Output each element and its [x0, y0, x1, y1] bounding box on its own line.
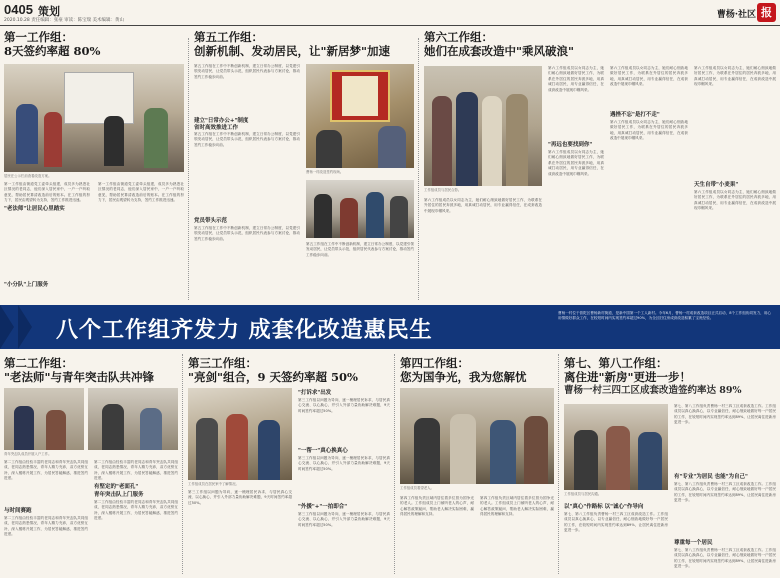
- title-line: 离住进"新房"更进一步！: [564, 370, 691, 384]
- subheading: 建立"日常办公+"制度: [194, 118, 249, 124]
- article-title: [564, 356, 776, 398]
- column-divider: [418, 38, 419, 300]
- photo: [4, 388, 84, 450]
- photo: [4, 64, 184, 172]
- article-body: 第六工作组成员以女同志为主，她们耐心细致地做好居民工作，为联系在外居住的居民奔波多地，用真诚打动居民，用专业赢得信任，在成套改造中展现巾帼风采。: [610, 120, 688, 141]
- subheading: 青年突击队上门服务: [94, 492, 144, 498]
- title-line: 8天签约率超 80%: [4, 44, 101, 58]
- edition-meta: 2020.10.28 责任编辑：张豪 审读：陈宝瑞 美术编辑：黄山: [4, 18, 125, 23]
- article-body: 第六工作组成员以女同志为主，她们耐心细致地做好居民工作，为联系在外居住的居民奔波多地，用真诚打动居民，用专业赢得信任，在成套改造中展现巾帼风采。: [548, 150, 604, 176]
- subheading: 与时间赛跑: [4, 508, 32, 514]
- article-group-4: [400, 356, 554, 576]
- title-line: 第一工作组：: [4, 30, 73, 44]
- title-line: "老法师"与青年突击队共冲锋: [4, 370, 154, 384]
- article-body: 第三工作组以问题为导向，逐一梳理居民诉求，与居民真心交流、以心换心，并引入外部力量协助解决难题，9天时间签约率超过50%。: [298, 398, 390, 413]
- banner-lead-box: [558, 311, 774, 345]
- article-title: [188, 356, 390, 384]
- article-body: 第七、第八工作组负责曹杨一村三四工区成套改造工作。工作组成员以真心换真心，以专业赢信任，耐心细致地做好每一户居民的工作，在较短时间内实现签约率达到89%，让居民离住进新房更进一步。: [674, 482, 776, 503]
- subheading: 有"专业"为居民 也能"为自己": [674, 474, 748, 480]
- title-line: 第六工作组：: [424, 30, 493, 44]
- subheading: 天生自带"小麦果": [694, 182, 739, 188]
- title-line: 曹杨一村三四工区成套改造签约率达 89%: [564, 385, 742, 396]
- article-body: 第五工作组在工作中不断创新机制，建立日常办公制度，以党建引领发动居民，让党员带头示范，组织居民代表参与方案讨论，推动签约工作稳步向前。: [194, 132, 300, 147]
- subheading: 有堅定的"老面孔": [94, 484, 139, 490]
- subheading: "小分队"上门服务: [4, 282, 49, 288]
- title-line: 第二工作组：: [4, 356, 73, 370]
- article-body: 第一工作组由街道党工委牵头组建，成员多为熟悉社区情况的老同志，他们深入居民家中，一户一户听取意见，帮助居民算清改造前后的账本。在工作组的努力下，居民由观望转为支持，签约工作推进迅速。: [4, 182, 90, 203]
- photo: [306, 180, 414, 238]
- title-line: 第五工作组：: [194, 30, 263, 44]
- article-body: 第七、第八工作组负责曹杨一村三四工区成套改造工作。工作组成员以真心换真心，以专业赢信任，耐心细致地做好每一户居民的工作，在较短时间内实现签约率达到89%，让居民离住进新房更进一步。: [674, 548, 776, 569]
- article-body: 第四工作组负责区域内居住着多位曾为国争光的老人。工作组成员上门倾听老人的心声，耐心解答政策疑问，帮助老人解决实际困难，赢得居民的理解和支持。: [400, 496, 474, 517]
- article-group-2: [4, 356, 178, 576]
- title-line: 第七、第八工作组：: [564, 356, 668, 370]
- article-body: 第六工作组成员以女同志为主，她们耐心细致地做好居民工作，为联系在外居住的居民奔波多地，用真诚打动居民，用专业赢得信任，在成套改造中展现巾帼风采。: [548, 66, 604, 92]
- article-group-1: [4, 30, 184, 302]
- subheading: 党员带头示范: [194, 218, 228, 224]
- article-body: 第一工作组由街道党工委牵头组建，成员多为熟悉社区情况的老同志，他们深入居民家中，一户一户听取意见，帮助居民算清改造前后的账本。在工作组的努力下，居民由观望转为支持，签约工作推进迅速。: [98, 182, 184, 203]
- article-group-3: [188, 356, 390, 576]
- subheading: "再远也要找到你": [548, 142, 593, 148]
- article-body: 第三工作组以问题为导向，逐一梳理居民诉求，与居民真心交流、以心换心，并引入外部力量协助解决难题，9天时间签约率超过50%。: [188, 490, 292, 505]
- chevron-decoration-icon: [0, 305, 14, 349]
- article-body: 第六工作组成员以女同志为主，她们耐心细致地做好居民工作，为联系在外居住的居民奔波多地，用真诚打动居民，用专业赢得信任，在成套改造中展现巾帼风采。: [424, 198, 542, 213]
- column-brand: 曹杨·社区: [716, 10, 756, 20]
- photo-caption: 工作组成员在居民家中了解情况。: [188, 482, 239, 486]
- article-title: [424, 30, 776, 58]
- photo-caption: 曹杨一村改造签约现场。: [306, 170, 344, 174]
- column-divider: [394, 354, 395, 574]
- photo: [424, 66, 542, 186]
- article-body: 第三工作组以问题为导向，逐一梳理居民诉求，与居民真心交流、以心换心，并引入外部力量协助解决难题，9天时间签约率超过50%。: [298, 456, 390, 471]
- subheading: "外援"+"一拍即合": [298, 504, 348, 510]
- article-title: [400, 356, 554, 384]
- article-title: [194, 30, 414, 58]
- photo-caption: 居民在公示栏前查看改造方案。: [4, 174, 52, 178]
- article-body: 第四工作组负责区域内居住着多位曾为国争光的老人。工作组成员上门倾听老人的心声，耐心解答政策疑问，帮助老人解决实际困难，赢得居民的理解和支持。: [480, 496, 554, 517]
- photo: [564, 404, 668, 490]
- subheading: "老法师"让居民心里踏实: [4, 206, 65, 212]
- article-group-5: [194, 30, 414, 302]
- title-line: 创新机制、发动居民，让"新居梦"加速: [194, 44, 390, 58]
- photo: [400, 388, 554, 484]
- chevron-decoration-icon: [18, 305, 32, 349]
- subheading: 遇挫不忘"是打不走": [610, 112, 660, 118]
- banner-lead: 曹杨一村位于普陀区曹杨新村街道，是新中国第一个工人新村。今年6月，曹杨一村成套改造项目正式启动，8个工作组协同发力，用心用情做好群众工作，在较短时间内实现签约率超过90%，为全区旧住房成套改造积累了宝贵经验。: [558, 311, 772, 321]
- article-body: 第七、第八工作组负责曹杨一村三四工区成套改造工作。工作组成员以真心换真心，以专业赢信任，耐心细致地做好每一户居民的工作，在较短时间内实现签约率达到89%，让居民离住进新房更进一步。: [564, 512, 668, 533]
- photo: [306, 64, 414, 168]
- photo-caption: 工作组成员与居民沟通。: [564, 492, 602, 496]
- page-header: [0, 0, 780, 26]
- article-body: 第五工作组在工作中不断创新机制，建立日常办公制度，以党建引领发动居民，让党员带头示范，组织居民代表参与方案讨论，推动签约工作稳步向前。: [194, 64, 300, 79]
- article-group-7-8: [564, 356, 776, 576]
- section-label: 策划: [38, 5, 60, 18]
- article-body: 第二工作组由经验丰富的老同志和青年突击队共同组成，老同志熟悉情况，青年人精力充沛，双方优势互补，深入楼栋开展工作，为居民答疑解惑，推进签约进度。: [94, 500, 178, 521]
- article-body: 第二工作组由经验丰富的老同志和青年突击队共同组成，老同志熟悉情况，青年人精力充沛，双方优势互补，深入楼栋开展工作，为居民答疑解惑，推进签约进度。: [4, 460, 88, 481]
- seal-logo-icon: 报: [757, 3, 776, 22]
- subheading: 尊重每一个居民: [674, 540, 713, 546]
- subheading: 省时高效推进工作: [194, 125, 239, 131]
- column-divider: [188, 38, 189, 300]
- column-divider: [558, 354, 559, 574]
- photo-caption: 青年突击队成员开展入户工作。: [4, 452, 52, 456]
- page-number: 0405: [4, 2, 33, 17]
- title-line: 第四工作组：: [400, 356, 469, 370]
- article-body: 第二工作组由经验丰富的老同志和青年突击队共同组成，老同志熟悉情况，青年人精力充沛，双方优势互补，深入楼栋开展工作，为居民答疑解惑，推进签约进度。: [4, 516, 88, 537]
- photo-caption: 工作组成员看望老人。: [400, 486, 434, 490]
- subheading: 以"真心"作路标 以"诚心"作导向: [564, 504, 644, 510]
- feature-banner: [0, 305, 780, 349]
- photo: [188, 388, 292, 480]
- article-body: 第七、第八工作组负责曹杨一村三四工区成套改造工作。工作组成员以真心换真心，以专业赢信任，耐心细致地做好每一户居民的工作，在较短时间内实现签约率达到89%，让居民离住进新房更进一步。: [674, 404, 776, 425]
- photo: [88, 388, 178, 450]
- article-body: 第五工作组在工作中不断创新机制，建立日常办公制度，以党建引领发动居民，让党员带头示范，组织居民代表参与方案讨论，推动签约工作稳步向前。: [194, 226, 300, 241]
- article-title: [4, 30, 184, 58]
- title-line: "亮剑"组合，9 天签约率超 50%: [188, 370, 358, 384]
- title-line: 您为国争光，我为您解忧: [400, 370, 527, 384]
- column-divider: [182, 354, 183, 574]
- article-body: 第五工作组在工作中不断创新机制，建立日常办公制度，以党建引领发动居民，让党员带头示范，组织居民代表参与方案讨论，推动签约工作稳步向前。: [306, 242, 414, 257]
- photo-caption: 工作组成员与居民合影。: [424, 188, 462, 192]
- article-body: 第六工作组成员以女同志为主，她们耐心细致地做好居民工作，为联系在外居住的居民奔波多地，用真诚打动居民，用专业赢得信任，在成套改造中展现巾帼风采。: [694, 66, 776, 87]
- title-line: 第三工作组：: [188, 356, 257, 370]
- banner-title: 八个工作组齐发力 成套化改造惠民生: [56, 318, 433, 343]
- subheading: "一帮一"真心换真心: [298, 448, 348, 454]
- subheading: "打诉求"出发: [298, 390, 332, 396]
- article-body: 第六工作组成员以女同志为主，她们耐心细致地做好居民工作，为联系在外居住的居民奔波多地，用真诚打动居民，用专业赢得信任，在成套改造中展现巾帼风采。: [610, 66, 688, 87]
- article-body: 第二工作组由经验丰富的老同志和青年突击队共同组成，老同志熟悉情况，青年人精力充沛，双方优势互补，深入楼栋开展工作，为居民答疑解惑，推进签约进度。: [94, 460, 178, 480]
- article-title: [4, 356, 178, 384]
- article-group-6: [424, 30, 776, 302]
- title-line: 她们在成套改造中"乘风破浪": [424, 44, 574, 58]
- article-body: 第六工作组成员以女同志为主，她们耐心细致地做好居民工作，为联系在外居住的居民奔波多地，用真诚打动居民，用专业赢得信任，在成套改造中展现巾帼风采。: [694, 190, 776, 211]
- article-body: 第三工作组以问题为导向，逐一梳理居民诉求，与居民真心交流、以心换心，并引入外部力量协助解决难题，9天时间签约率超过50%。: [298, 512, 390, 527]
